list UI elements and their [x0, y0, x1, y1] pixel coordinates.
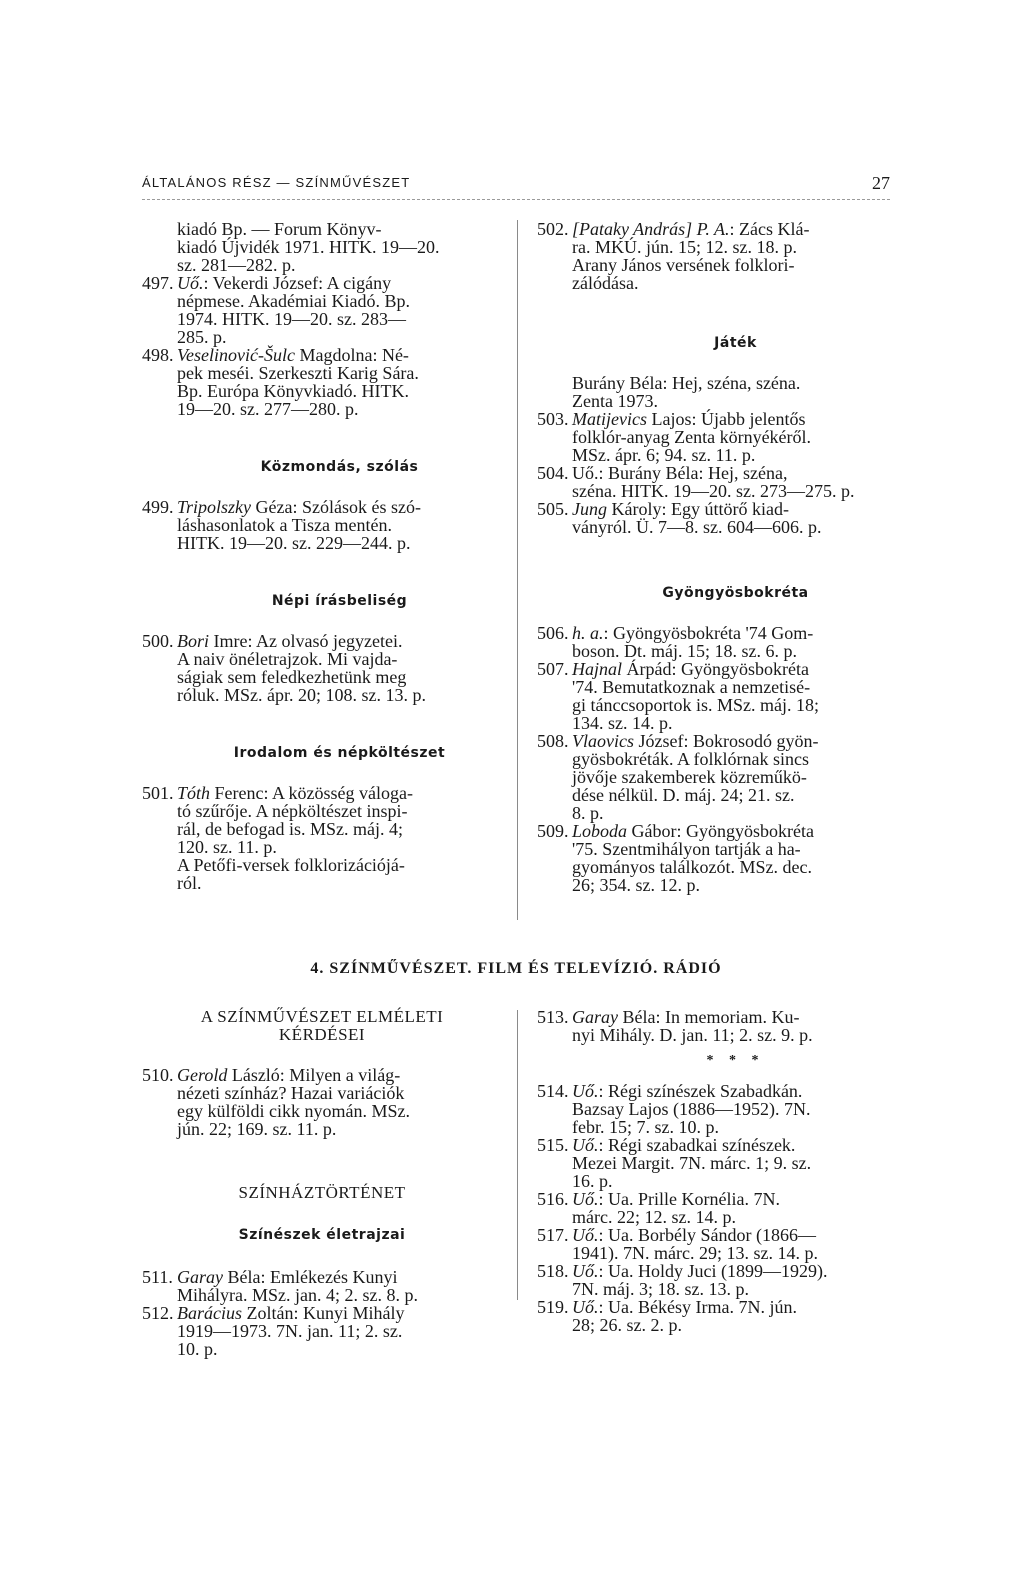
text-line: : Burány Béla: Hej, széna, — [598, 463, 788, 483]
heading-elmeleti-line-1: A SZÍNMŰVÉSZET ELMÉLETI — [200, 1007, 444, 1026]
text-line: 120. sz. 11. p. — [177, 837, 277, 857]
entry-number: 517. — [537, 1225, 569, 1245]
entry-author: Hajnal — [572, 659, 623, 679]
text-line: : Ua. Holdy Juci (1899—1929). — [598, 1261, 828, 1281]
entry-511 — [142, 1268, 502, 1304]
entry-author: Tóth — [177, 783, 211, 803]
entry-author: Gerold — [177, 1065, 228, 1085]
column-divider-bottom — [517, 1010, 518, 1300]
entry-505 — [537, 500, 899, 536]
text-line: nyi Mihály. D. jan. 11; 2. sz. 9. p. — [572, 1025, 813, 1045]
right-column-top — [537, 220, 899, 894]
text-line: 7N. máj. 3; 18. sz. 13. p. — [572, 1279, 749, 1299]
section-title: 4. SZÍNMŰVÉSZET. FILM ÉS TELEVÍZIÓ. RÁDIÓ — [310, 960, 722, 977]
heading-irodalom: Irodalom és népköltészet — [233, 745, 446, 761]
entry-510 — [142, 1066, 502, 1138]
entry-518 — [537, 1262, 899, 1298]
text-line: Bp. Európa Könyvkiadó. HITK. — [177, 381, 409, 401]
entry-517 — [537, 1226, 899, 1262]
section-separator-stars: * * * — [706, 1053, 765, 1068]
entry-513 — [537, 1008, 899, 1044]
entry-512 — [142, 1304, 502, 1358]
entry-number: 505. — [537, 499, 569, 519]
entry-author: [Pataky András] P. A. — [572, 219, 730, 239]
entry-author: Barácius — [177, 1303, 242, 1323]
text-line: : Ua. Prille Kornélia. 7N. — [598, 1189, 780, 1209]
entry-503 — [537, 410, 899, 464]
entry-number: 511. — [142, 1267, 173, 1287]
entry-author: Jung — [572, 499, 607, 519]
text-line: Béla: Emlékezés Kunyi — [223, 1267, 398, 1287]
heading-elmeleti-line-2: KÉRDÉSEI — [278, 1025, 366, 1044]
heading-nepi-irasbeliseg: Népi írásbeliség — [271, 593, 408, 609]
text-line: 1941). 7N. márc. 29; 13. sz. 14. p. — [572, 1243, 818, 1263]
text-line: 134. sz. 14. p. — [572, 713, 673, 733]
text-line: kiadó Bp. — Forum Könyv- — [177, 219, 382, 239]
entry-continuation — [142, 220, 502, 274]
text-line: boson. Dt. máj. 15; 18. sz. 6. p. — [572, 641, 797, 661]
entry-506 — [537, 624, 899, 660]
text-line: Imre: Az olvasó jegyzetei. — [209, 631, 403, 651]
text-line: Gábor: Gyöngyösbokréta — [627, 821, 814, 841]
text-line: zálódása. — [572, 273, 639, 293]
right-column-bottom — [537, 1008, 899, 1334]
text-line: pek meséi. Szerkeszti Karig Sára. — [177, 363, 419, 383]
text-line: Árpád: Gyöngyösbokréta — [622, 659, 809, 679]
text-line: Béla: In memoriam. Ku- — [618, 1007, 800, 1027]
entry-author: Uő. — [572, 1261, 599, 1281]
entry-515 — [537, 1136, 899, 1190]
entry-number: 499. — [142, 497, 174, 517]
text-line: népmese. Akadémiai Kiadó. Bp. — [177, 291, 410, 311]
entry-author: Bori — [177, 631, 210, 651]
text-line: Géza: Szólások és szó- — [251, 497, 421, 517]
text-line: Károly: Egy úttörő kiad- — [607, 499, 789, 519]
text-line: 16. p. — [572, 1171, 613, 1191]
text-line: Mezei Margit. 7N. márc. 1; 9. sz. — [572, 1153, 812, 1173]
text-line: rál, de befogad is. MSz. máj. 4; — [177, 819, 403, 839]
text-line: ról. — [177, 873, 202, 893]
text-line: A naiv önéletrajzok. Mi vajda- — [177, 649, 398, 669]
text-line: Magdolna: Né- — [294, 345, 409, 365]
heading-szinhaztortenet: SZÍNHÁZTÖRTÉNET — [238, 1183, 406, 1202]
entry-519 — [537, 1298, 899, 1334]
entry-author: Vlaovics — [572, 731, 634, 751]
text-line: Mihályra. MSz. jan. 4; 2. sz. 8. p. — [177, 1285, 418, 1305]
entry-508 — [537, 732, 899, 822]
entry-number: 508. — [537, 731, 569, 751]
text-line: 19—20. sz. 277—280. p. — [177, 399, 359, 419]
entry-500 — [142, 632, 502, 704]
entry-516 — [537, 1190, 899, 1226]
text-line: : Gyöngyösbokréta '74 Gom- — [603, 623, 814, 643]
column-divider-top — [517, 220, 518, 920]
text-line: ványról. Ü. 7—8. sz. 604—606. p. — [572, 517, 822, 537]
text-line: folklór-anyag Zenta környékéről. — [572, 427, 812, 447]
entry-number: 497. — [142, 273, 174, 293]
entry-author: Tripolszky — [177, 497, 252, 517]
entry-author: Uő. — [572, 1297, 599, 1317]
entry-number: 514. — [537, 1081, 569, 1101]
text-line: tó szűrője. A népköltészet inspi- — [177, 801, 408, 821]
entry-number: 500. — [142, 631, 174, 651]
text-line: nézeti színház? Hazai variációk — [177, 1083, 405, 1103]
text-line: ságiak sem feledkezhetünk meg — [177, 667, 407, 687]
entry-author: Uő. — [572, 463, 599, 483]
entry-497 — [142, 274, 502, 346]
text-line: Zoltán: Kunyi Mihály — [242, 1303, 405, 1323]
text-line: márc. 22; 12. sz. 14. p. — [572, 1207, 736, 1227]
entry-number: 503. — [537, 409, 569, 429]
entry-author: Uő. — [177, 273, 204, 293]
entry-number: 506. — [537, 623, 569, 643]
text-line: dése nélkül. D. máj. 24; 21. sz. — [572, 785, 795, 805]
entry-number: 513. — [537, 1007, 569, 1027]
running-title: ÁLTALÁNOS RÉSZ — SZÍNMŰVÉSZET — [142, 175, 411, 190]
entry-number: 519. — [537, 1297, 569, 1317]
entry-number: 501. — [142, 783, 174, 803]
entry-author: Uő. — [572, 1225, 599, 1245]
entry-number: 516. — [537, 1189, 569, 1209]
entry-507 — [537, 660, 899, 732]
text-line: 10. p. — [177, 1339, 218, 1359]
text-line: Zenta 1973. — [572, 391, 658, 411]
entry-501 — [142, 784, 502, 892]
text-line: Bazsay Lajos (1886—1952). 7N. — [572, 1099, 811, 1119]
entry-number: 498. — [142, 345, 174, 365]
text-line: : Ua. Békésy Irma. 7N. jún. — [598, 1297, 797, 1317]
text-line: sz. 281—282. p. — [177, 255, 296, 275]
text-line: egy külföldi cikk nyomán. MSz. — [177, 1101, 410, 1121]
text-line: 285. p. — [177, 327, 227, 347]
text-line: HITK. 19—20. sz. 229—244. p. — [177, 533, 411, 553]
left-column-top — [142, 220, 502, 892]
text-line: Burány Béla: Hej, széna, széna. — [572, 373, 801, 393]
heading-gyongyosbokreta: Gyöngyösbokréta — [662, 585, 809, 601]
text-line: : Zács Klá- — [729, 219, 810, 239]
text-line: róluk. MSz. ápr. 20; 108. sz. 13. p. — [177, 685, 426, 705]
entry-author: Uő. — [572, 1189, 599, 1209]
entry-509 — [537, 822, 899, 894]
entry-number: 509. — [537, 821, 569, 841]
text-line: '75. Szentmihályon tartják a ha- — [572, 839, 801, 859]
text-line: : Vekerdi József: A cigány — [203, 273, 392, 293]
unnumbered-entry — [537, 374, 899, 410]
text-line: : Ua. Borbély Sándor (1866— — [598, 1225, 816, 1245]
text-line: gi tánccsoportok is. MSz. máj. 18; — [572, 695, 819, 715]
entry-number: 502. — [537, 219, 569, 239]
text-line: ra. MKÚ. jún. 15; 12. sz. 18. p. — [572, 237, 797, 257]
entry-504 — [537, 464, 899, 500]
entry-number: 507. — [537, 659, 569, 679]
text-line: 28; 26. sz. 2. p. — [572, 1315, 682, 1335]
heading-szineszek-eletrajzai: Színészek életrajzai — [238, 1227, 406, 1243]
text-line: József: Bokrosodó gyön- — [633, 731, 819, 751]
entry-author: h. a. — [572, 623, 604, 643]
left-column-bottom — [142, 1008, 502, 1358]
text-line: Arany János versének folklori- — [572, 255, 795, 275]
text-line: László: Milyen a világ- — [227, 1065, 401, 1085]
heading-kozmondas: Közmondás, szólás — [260, 459, 419, 475]
running-header — [142, 175, 890, 200]
text-line: kiadó Újvidék 1971. HITK. 19—20. — [177, 237, 440, 257]
text-line: láshasonlatok a Tisza mentén. — [177, 515, 392, 535]
entry-502 — [537, 220, 899, 292]
entry-author: Garay — [572, 1007, 618, 1027]
page-number: 27 — [872, 173, 890, 193]
text-line: 1974. HITK. 19—20. sz. 283— — [177, 309, 406, 329]
text-line: 8. p. — [572, 803, 604, 823]
entry-author: Garay — [177, 1267, 223, 1287]
text-line: gyományos találkozót. MSz. dec. — [572, 857, 812, 877]
entry-499 — [142, 498, 502, 552]
entry-author: Loboda — [572, 821, 628, 841]
text-line: széna. HITK. 19—20. sz. 273—275. p. — [572, 481, 855, 501]
entry-number: 518. — [537, 1261, 569, 1281]
entry-number: 512. — [142, 1303, 174, 1323]
text-line: A Petőfi-versek folklorizációjá- — [177, 855, 405, 875]
text-line: MSz. ápr. 6; 94. sz. 11. p. — [572, 445, 756, 465]
entry-author: Uő. — [572, 1135, 599, 1155]
heading-jatek: Játék — [714, 335, 757, 351]
text-line: : Régi színészek Szabadkán. — [598, 1081, 803, 1101]
text-line: : Régi szabadkai színészek. — [598, 1135, 796, 1155]
text-line: jún. 22; 169. sz. 11. p. — [177, 1119, 337, 1139]
entry-author: Veselinović-Šulc — [177, 345, 295, 365]
entry-author: Matijevics — [572, 409, 647, 429]
text-line: '74. Bemutatkoznak a nemzetisé- — [572, 677, 811, 697]
text-line: 26; 354. sz. 12. p. — [572, 875, 700, 895]
text-line: Lajos: Újabb jelentős — [646, 409, 806, 429]
entry-author: Uő. — [572, 1081, 599, 1101]
text-line: febr. 15; 7. sz. 10. p. — [572, 1117, 719, 1137]
entry-498 — [142, 346, 502, 418]
text-line: 1919—1973. 7N. jan. 11; 2. sz. — [177, 1321, 403, 1341]
text-line: jövője szakemberek közreműkö- — [572, 767, 807, 787]
text-line: Ferenc: A közösség váloga- — [210, 783, 413, 803]
entry-number: 515. — [537, 1135, 569, 1155]
entry-514 — [537, 1082, 899, 1136]
entry-number: 504. — [537, 463, 569, 483]
entry-number: 510. — [142, 1065, 174, 1085]
text-line: gyösbokréták. A folklórnak sincs — [572, 749, 809, 769]
